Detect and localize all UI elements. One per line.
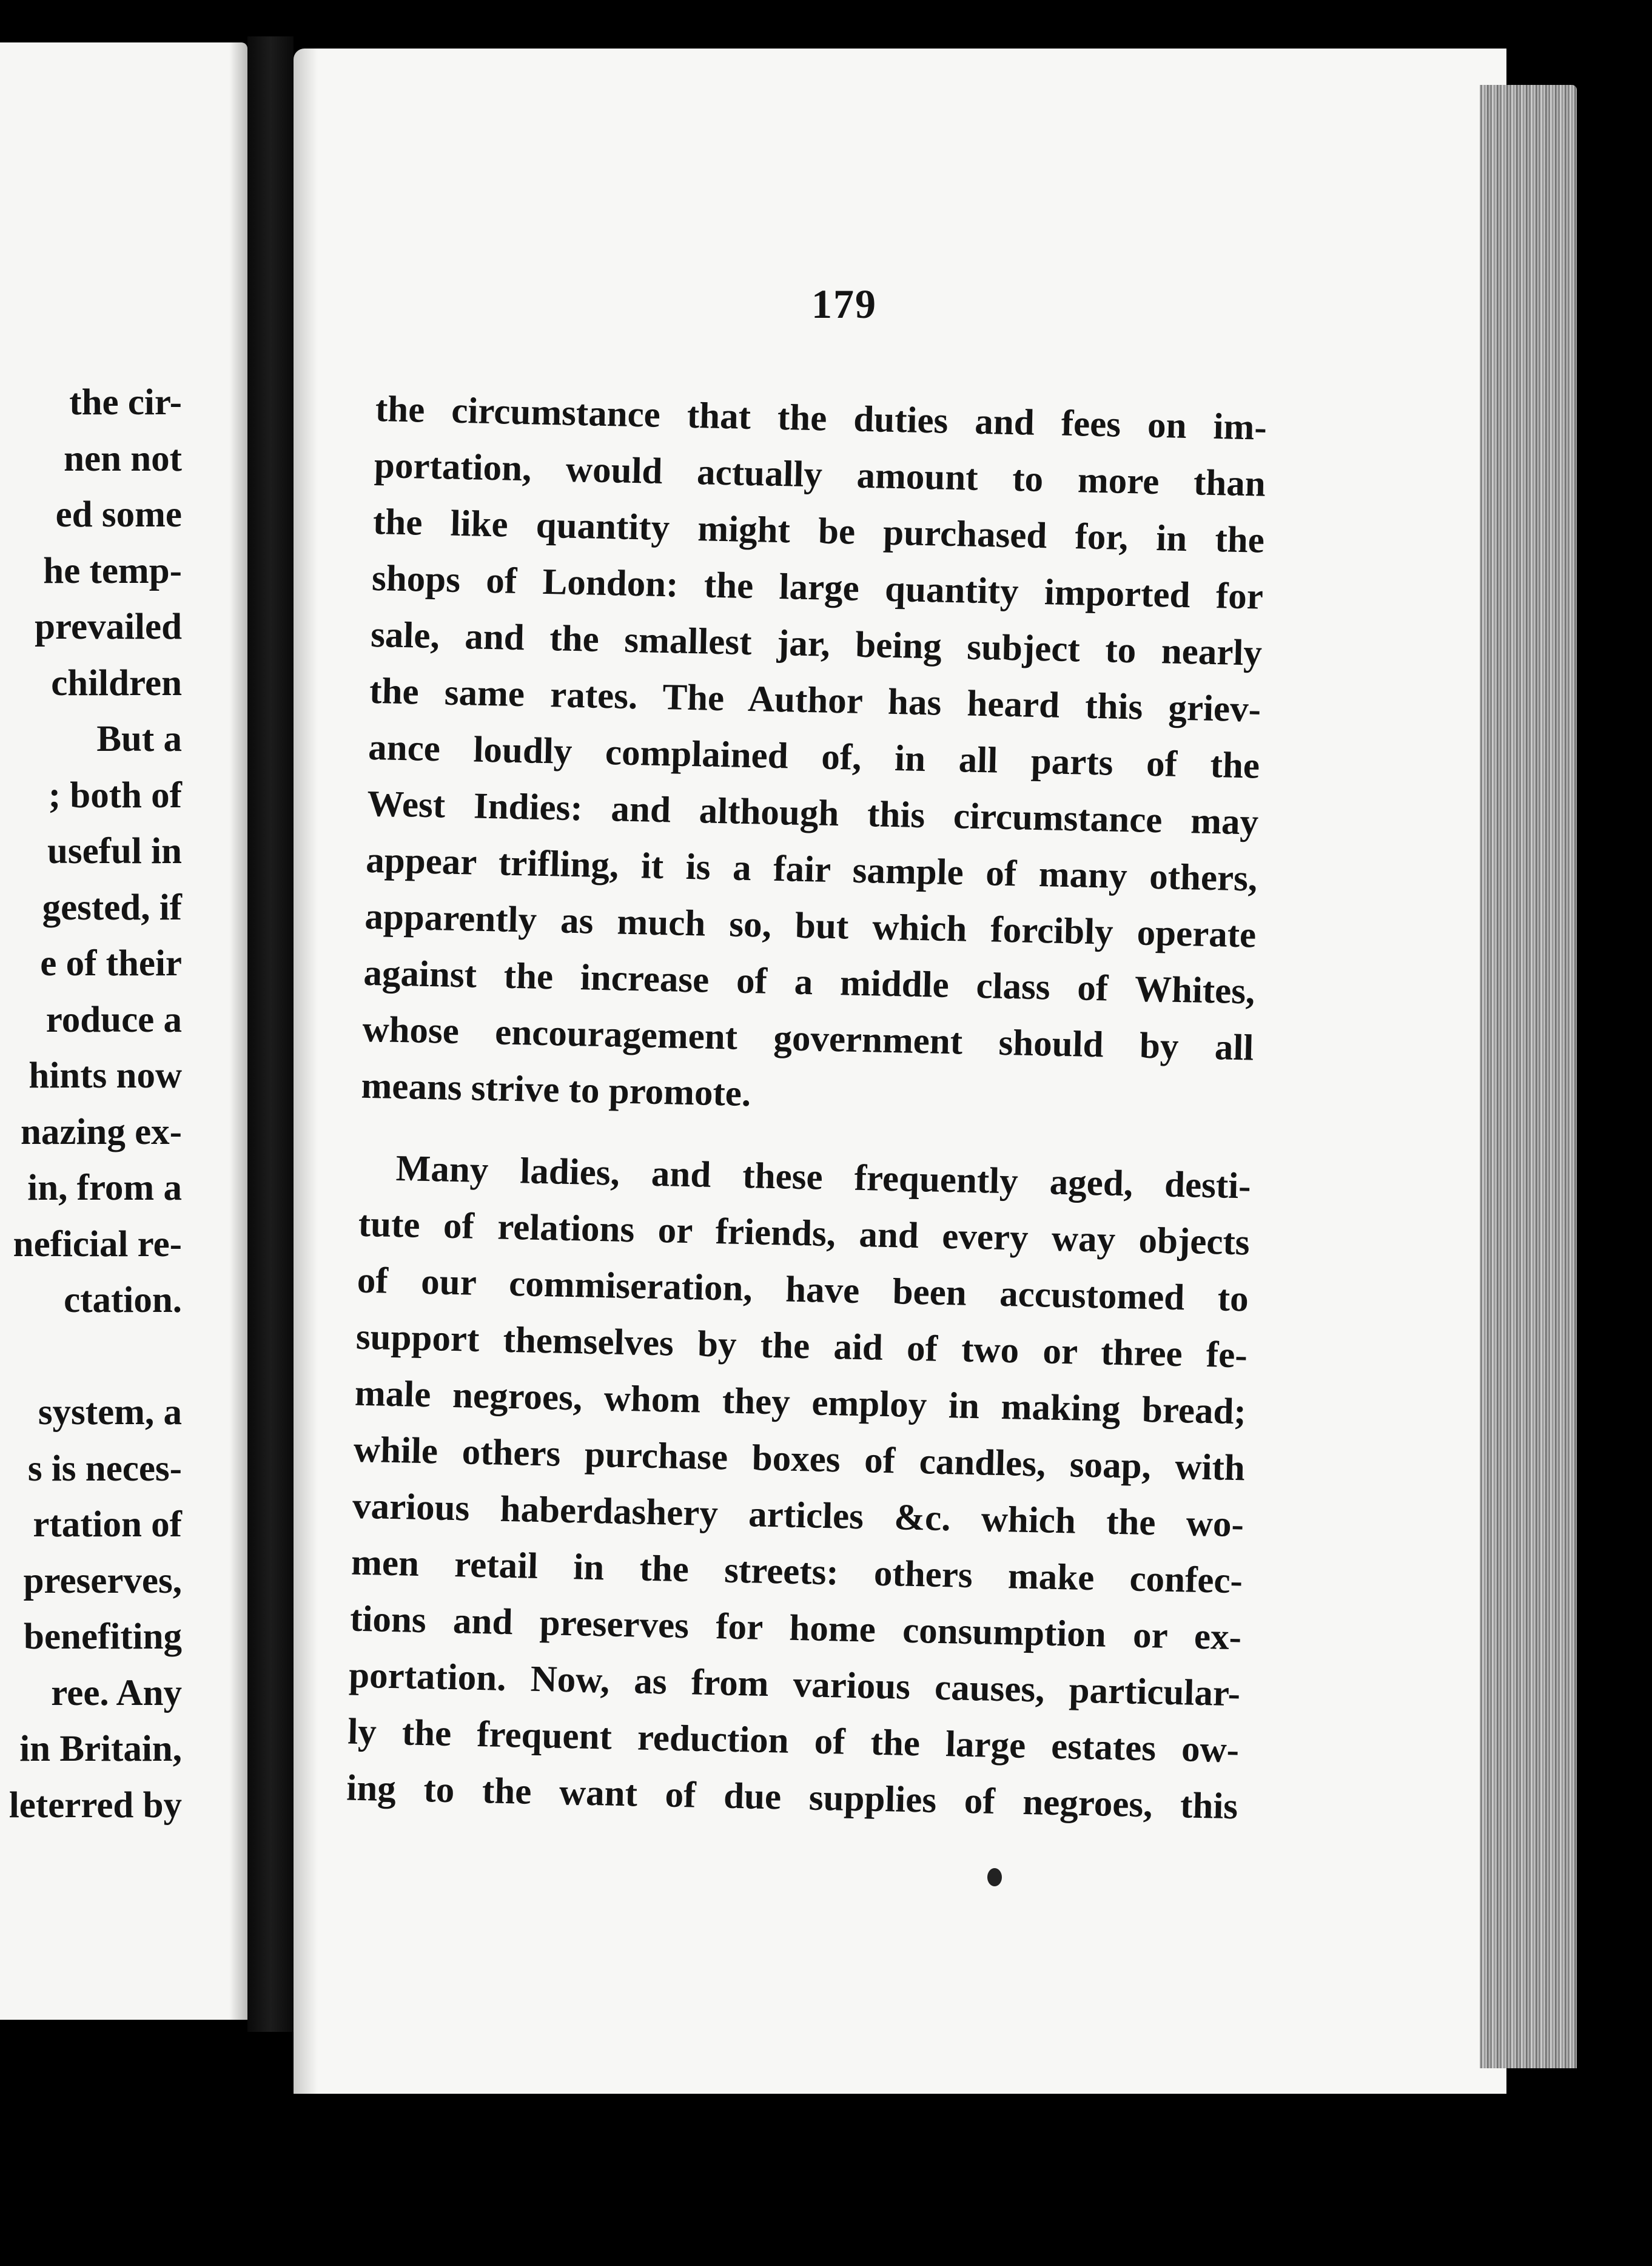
left-page-line: preserves, xyxy=(23,1560,182,1601)
text-line: various haberdashery articles &c. which the wo- xyxy=(352,1485,1244,1545)
left-page-line: rtation of xyxy=(33,1504,182,1545)
left-page-line: prevailed xyxy=(35,607,182,647)
text-line: Many ladies, and these frequently aged, desti- xyxy=(395,1148,1252,1207)
left-page-line: ed some xyxy=(55,494,182,535)
page-number: 179 xyxy=(811,281,877,327)
page-shadow xyxy=(294,49,318,2094)
left-page-line: ; both of xyxy=(48,775,182,816)
left-page-line: s is neces- xyxy=(27,1448,182,1489)
page-edge-stack xyxy=(1480,85,1577,2068)
left-page-line: gested, if xyxy=(42,887,182,928)
text-line: the like quantity might be purchased for, in the xyxy=(372,501,1265,561)
text-line: support themselves by the aid of two or three fe- xyxy=(355,1316,1248,1376)
left-page-line: roduce a xyxy=(45,999,182,1040)
text-line: means strive to promote. xyxy=(360,1065,751,1115)
text-line: men retail in the streets: others make confec- xyxy=(351,1542,1243,1602)
left-page-line: benefiting xyxy=(24,1616,182,1657)
text-line: appear trifling, it is a fair sample of many others, xyxy=(365,839,1258,899)
left-page-line: in Britain, xyxy=(19,1729,182,1769)
text-line: ly the frequent reduction of the large estates ow- xyxy=(347,1711,1240,1771)
text-line: the circumstance that the duties and fees on im- xyxy=(375,388,1268,448)
ink-blot xyxy=(987,1868,1002,1886)
text-line: shops of London: the large quantity imported for xyxy=(371,557,1264,617)
book-spine xyxy=(247,36,294,2032)
left-page-line: nazing ex- xyxy=(20,1111,182,1152)
text-line: tions and preserves for home consumption or ex- xyxy=(349,1598,1242,1658)
text-line: while others purchase boxes of candles, soap, with xyxy=(353,1429,1246,1489)
paragraph xyxy=(361,381,1268,1133)
text-line: against the increase of a middle class of Whites, xyxy=(363,952,1255,1012)
left-page-line: But a xyxy=(96,719,182,759)
left-page-line: neficial re- xyxy=(13,1223,182,1265)
left-page-line: the cir- xyxy=(69,382,182,423)
text-line: ing to the want of due supplies of negroes, this xyxy=(346,1767,1238,1827)
gutter-shadow xyxy=(229,42,247,2020)
left-page-line: e of their xyxy=(40,943,182,984)
left-page-line: leterred by xyxy=(8,1784,182,1826)
left-page-text xyxy=(0,375,182,1834)
left-page-line: ctation. xyxy=(64,1280,182,1320)
text-line: West Indies: and although this circumstance may xyxy=(366,783,1259,843)
text-line: tute of relations or friends, and every way objects xyxy=(358,1203,1251,1263)
text-line: the same rates. The Author has heard this griev- xyxy=(369,670,1261,730)
left-page-line: ree. Any xyxy=(51,1672,182,1713)
text-line: portation. Now, as from various causes, particular- xyxy=(348,1655,1241,1715)
text-line: portation, would actually amount to more than xyxy=(374,445,1266,505)
left-page-line: he temp- xyxy=(43,550,182,591)
text-line: male negroes, whom they employ in making bread; xyxy=(354,1373,1247,1433)
left-page-line: children xyxy=(51,662,182,704)
left-facing-page xyxy=(0,42,247,2020)
left-page-line: hints now xyxy=(29,1055,182,1096)
text-line: ance loudly complained of, in all parts of the xyxy=(368,727,1260,787)
left-page-line: system, a xyxy=(38,1392,182,1433)
left-page-line: useful in xyxy=(47,831,182,872)
text-line: apparently as much so, but which forcibly operate xyxy=(364,896,1257,956)
left-page-line xyxy=(0,1329,182,1385)
text-line: of our commiseration, have been accustomed to xyxy=(357,1260,1249,1320)
paragraph xyxy=(346,1140,1251,1835)
left-page-line: in, from a xyxy=(27,1168,182,1208)
body-text xyxy=(346,381,1267,1835)
text-line: whose encouragement government should by all xyxy=(361,1009,1254,1069)
text-line: sale, and the smallest jar, being subject to nearly xyxy=(370,614,1263,674)
left-page-line: nen not xyxy=(64,438,182,479)
